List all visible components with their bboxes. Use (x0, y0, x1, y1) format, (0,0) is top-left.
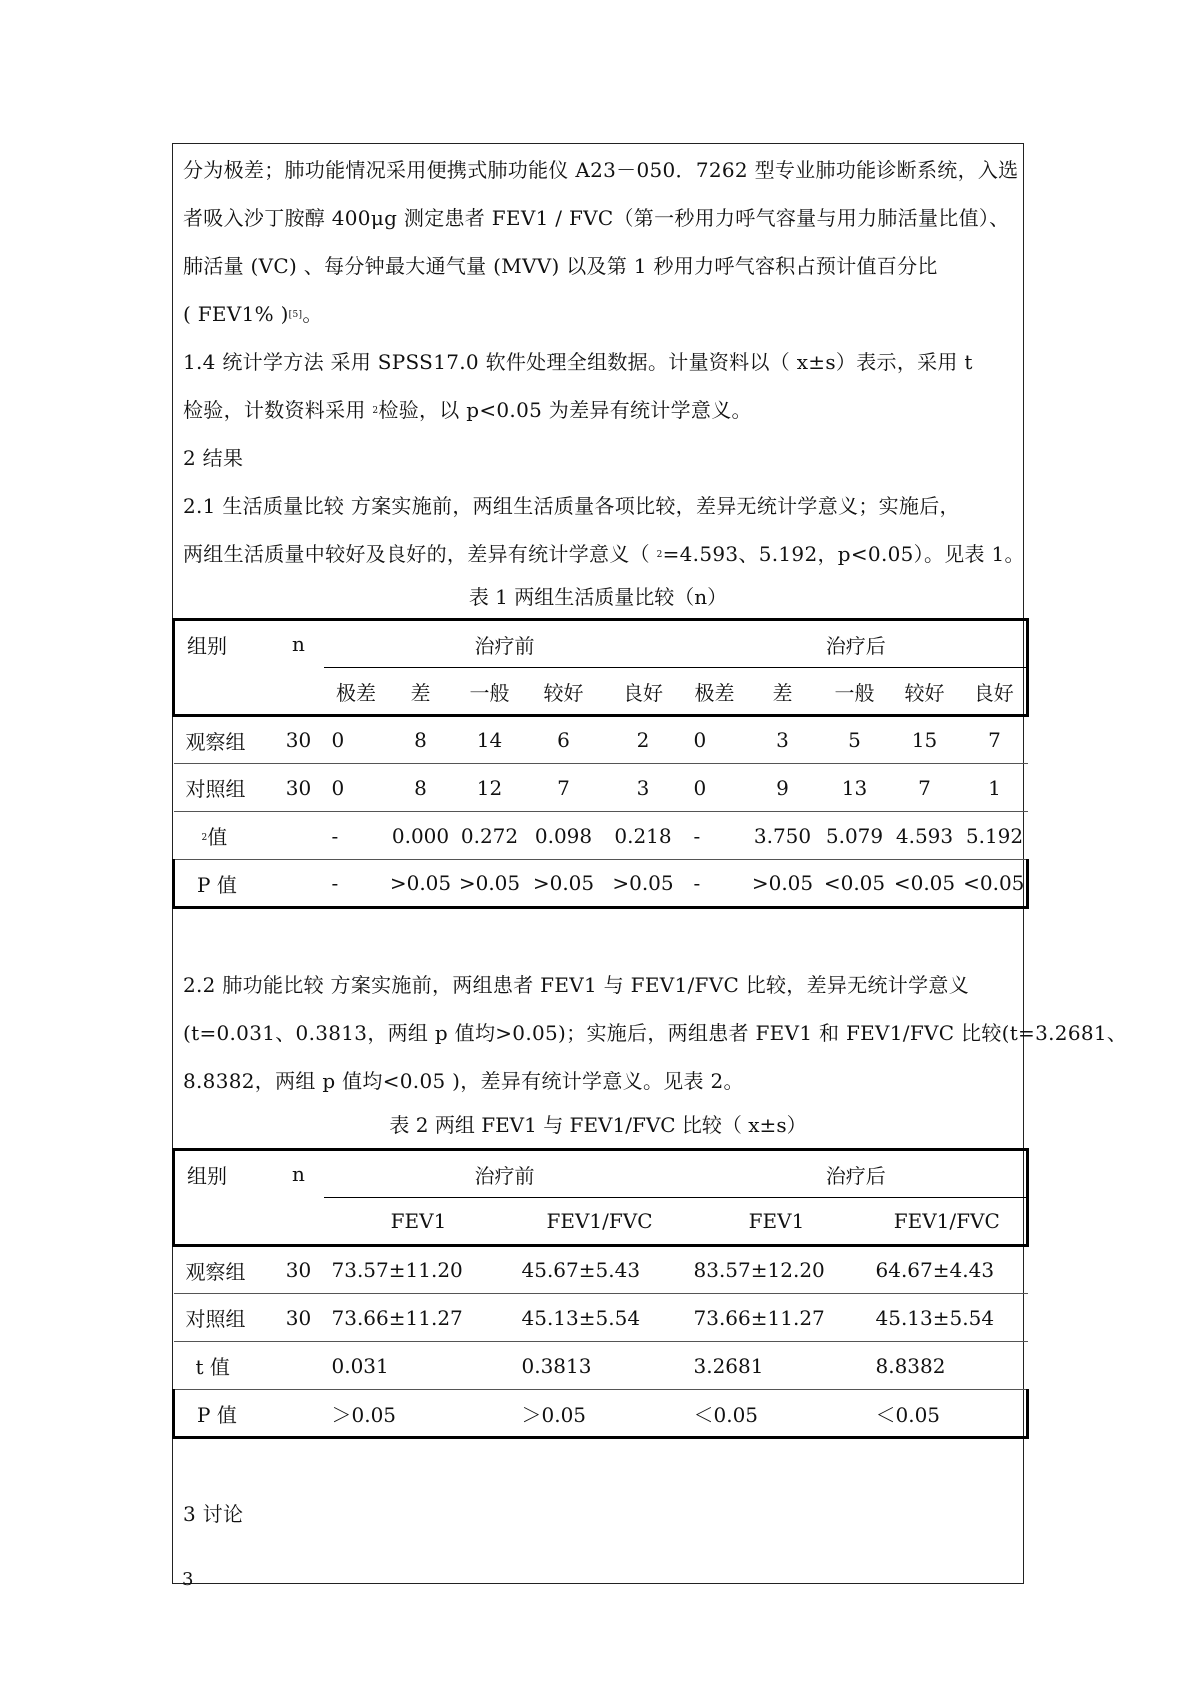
table-row (174, 1390, 1028, 1438)
section-heading: 3 讨论 (183, 1502, 244, 1526)
table-cell: 14 (453, 716, 527, 764)
table-row (174, 860, 1028, 908)
table1-caption: 表 1 两组生活质量比较（n） (468, 585, 728, 609)
paragraph-line (183, 542, 1025, 567)
table-cell: 73.57±11.20 (324, 1246, 514, 1294)
table-cell: 83.57±12.20 (686, 1246, 868, 1294)
table1-header-row (174, 620, 1028, 668)
subheader-cell: 极差 (324, 668, 389, 716)
table-cell: 15 (888, 716, 962, 764)
row-n (274, 1342, 324, 1390)
header-after: 治疗后 (686, 620, 1028, 668)
chi-square-superscript: 2 (201, 833, 208, 843)
table-cell: 1 (962, 764, 1028, 812)
subheader-cell: 一般 (453, 668, 527, 716)
table-cell: 0 (324, 716, 389, 764)
row-label-text: 值 (207, 825, 228, 849)
table-cell: 64.67±4.43 (868, 1246, 1028, 1294)
table-cell: 7 (888, 764, 962, 812)
table-cell: >0.05 (527, 860, 601, 908)
table-cell: >0.05 (744, 860, 822, 908)
table-row (174, 1294, 1028, 1342)
row-label: 对照组 (174, 764, 274, 812)
table-cell: 0.098 (527, 812, 601, 860)
table1-subheader-row (174, 668, 1028, 716)
chi-square-superscript: 2 (372, 406, 379, 416)
table-row (174, 764, 1028, 812)
row-n: 30 (274, 1246, 324, 1294)
table-row (174, 1246, 1028, 1294)
header-n: n (274, 1150, 324, 1198)
table-cell: >0.05 (453, 860, 527, 908)
table-cell: 6 (527, 716, 601, 764)
table-cell: <0.05 (888, 860, 962, 908)
row-label: 对照组 (174, 1294, 274, 1342)
paragraph-line: 者吸入沙丁胺醇 400μg 测定患者 FEV1 / FVC（第一秒用力呼气容量与用力肺活量比值）、 (183, 206, 1010, 230)
paragraph-line: (t=0.031、0.3813，两组 p 值均>0.05)；实施后，两组患者 FEV1 和 FEV1/FVC 比较(t=3.2681、 (183, 1021, 1128, 1045)
subheader-cell: 一般 (822, 668, 888, 716)
subheader-cell: 极差 (686, 668, 744, 716)
table-cell: 13 (822, 764, 888, 812)
table-cell: 9 (744, 764, 822, 812)
text-span: 检验，以 p<0.05 为差异有统计学意义。 (378, 398, 752, 422)
section-heading: 2 结果 (183, 446, 244, 470)
table-cell: >0.05 (389, 860, 453, 908)
subheader-cell: FEV1/FVC (514, 1198, 686, 1246)
table-cell: 7 (527, 764, 601, 812)
table2-caption: 表 2 两组 FEV1 与 FEV1/FVC 比较（ x±s） (389, 1113, 807, 1137)
header-before: 治疗前 (324, 1150, 686, 1198)
table-cell: 5.079 (822, 812, 888, 860)
row-n: 30 (274, 764, 324, 812)
table-cell: 0 (686, 764, 744, 812)
table-cell: 0 (686, 716, 744, 764)
subheader-cell: FEV1 (686, 1198, 868, 1246)
subheader-cell: 较好 (527, 668, 601, 716)
table-cell: - (324, 860, 389, 908)
subheader-cell: FEV1 (324, 1198, 514, 1246)
table-cell: 5 (822, 716, 888, 764)
paragraph-line: 8.8382，两组 p 值均<0.05 )，差异有统计学意义。见表 2。 (183, 1069, 744, 1093)
table-cell: 8 (389, 716, 453, 764)
table-cell: >0.05 (601, 860, 686, 908)
subheader-cell: FEV1/FVC (868, 1198, 1028, 1246)
row-n: 30 (274, 1294, 324, 1342)
fev1-percent-text: ( FEV1% ) (183, 302, 289, 326)
header-before: 治疗前 (324, 620, 686, 668)
table-cell: 5.192 (962, 812, 1028, 860)
header-n: n (274, 620, 324, 668)
table-cell: ＜0.05 (686, 1390, 868, 1438)
table-cell: 0.000 (389, 812, 453, 860)
section-2-1-line: 2.1 生活质量比较 方案实施前，两组生活质量各项比较，差异无统计学意义；实施后， (183, 494, 960, 518)
text-span: 两组生活质量中较好及良好的，差异有统计学意义（ (183, 542, 657, 566)
header-group: 组别 (174, 620, 274, 668)
section-2-2-line: 2.2 肺功能比较 方案实施前，两组患者 FEV1 与 FEV1/FVC 比较，差异无统计学意义 (183, 973, 970, 997)
table2-subheader-row (174, 1198, 1028, 1246)
row-n: 30 (274, 716, 324, 764)
header-group: 组别 (174, 1150, 274, 1198)
table-cell: 2 (601, 716, 686, 764)
table-cell: - (686, 812, 744, 860)
section-1-4-line: 1.4 统计学方法 采用 SPSS17.0 软件处理全组数据。计量资料以（ x±s）表示，采用 t (183, 350, 973, 374)
table-cell: 3 (601, 764, 686, 812)
period: 。 (302, 302, 323, 326)
paragraph-line: 分为极差；肺功能情况采用便携式肺功能仪 A23－050．7262 型专业肺功能诊断系统，入选 (183, 158, 1019, 182)
table-cell: - (324, 812, 389, 860)
table-row (174, 716, 1028, 764)
chi-square-superscript: 2 (656, 550, 663, 560)
table-cell: 0.272 (453, 812, 527, 860)
table-cell: 7 (962, 716, 1028, 764)
table2 (172, 1148, 1029, 1439)
page-number: 3 (182, 1569, 194, 1590)
table-cell: 45.13±5.54 (868, 1294, 1028, 1342)
table-cell: 8 (389, 764, 453, 812)
paragraph-line (183, 302, 323, 327)
subheader-cell: 较好 (888, 668, 962, 716)
blank-cell (174, 1198, 274, 1246)
row-label: P 值 (174, 1390, 274, 1438)
subheader-cell: 良好 (962, 668, 1028, 716)
table-cell: 12 (453, 764, 527, 812)
row-label (174, 812, 274, 860)
text-span: 检验，计数资料采用 (183, 398, 373, 422)
table-cell: ＜0.05 (868, 1390, 1028, 1438)
paragraph-line (183, 398, 752, 423)
table2-header-row (174, 1150, 1028, 1198)
table1 (172, 618, 1029, 909)
citation-ref: [5] (288, 310, 303, 320)
row-label: t 值 (174, 1342, 274, 1390)
table-cell: - (686, 860, 744, 908)
row-label: P 值 (174, 860, 274, 908)
subheader-cell: 差 (744, 668, 822, 716)
paragraph-line: 肺活量 (VC) 、每分钟最大通气量 (MVV) 以及第 1 秒用力呼气容积占预计值百分比 (183, 254, 938, 278)
table-cell: <0.05 (962, 860, 1028, 908)
blank-cell (274, 668, 324, 716)
table-cell: 0.3813 (514, 1342, 686, 1390)
table-cell: <0.05 (822, 860, 888, 908)
row-n (274, 1390, 324, 1438)
table-cell: 0 (324, 764, 389, 812)
table-cell: 73.66±11.27 (324, 1294, 514, 1342)
table-row (174, 812, 1028, 860)
row-label: 观察组 (174, 1246, 274, 1294)
table-cell: ＞0.05 (324, 1390, 514, 1438)
subheader-cell: 差 (389, 668, 453, 716)
blank-cell (274, 1198, 324, 1246)
row-label: 观察组 (174, 716, 274, 764)
table-cell: 45.67±5.43 (514, 1246, 686, 1294)
row-n (274, 860, 324, 908)
subheader-cell: 良好 (601, 668, 686, 716)
table-cell: 45.13±5.54 (514, 1294, 686, 1342)
row-n (274, 812, 324, 860)
table-row (174, 1342, 1028, 1390)
blank-cell (174, 668, 274, 716)
table-cell: 73.66±11.27 (686, 1294, 868, 1342)
table-cell: 3 (744, 716, 822, 764)
table-cell: 3.2681 (686, 1342, 868, 1390)
table-cell: 4.593 (888, 812, 962, 860)
table-cell: 3.750 (744, 812, 822, 860)
table-cell: 8.8382 (868, 1342, 1028, 1390)
table-cell: 0.031 (324, 1342, 514, 1390)
text-span: =4.593、5.192，p<0.05）。见表 1。 (662, 542, 1025, 566)
table-cell: 0.218 (601, 812, 686, 860)
table-cell: ＞0.05 (514, 1390, 686, 1438)
header-after: 治疗后 (686, 1150, 1028, 1198)
